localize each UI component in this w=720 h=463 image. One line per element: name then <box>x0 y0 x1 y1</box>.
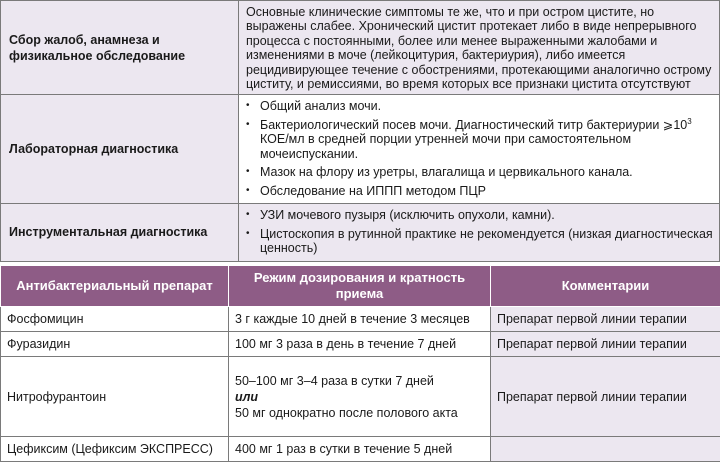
antibiotic-table <box>0 265 720 462</box>
row-label: Лабораторная диагностика <box>1 95 239 204</box>
list-item <box>246 118 718 162</box>
drug-cell: Нитрофурантоин <box>1 357 229 437</box>
drug-cell: Фосфомицин <box>1 307 229 332</box>
culture-text-before: Бактериологический посев мочи. Диагностический титр бактериурии ⩾10 <box>260 117 688 132</box>
table-row <box>1 357 720 437</box>
row-list-cell <box>239 95 720 204</box>
list-item: • Цистоскопия в рутинной практике не рекомендуется (низкая диагностическая ценность) <box>246 227 718 256</box>
column-header: Режим дозирования и кратность приема <box>229 266 491 307</box>
list-item: • УЗИ мочевого пузыря (исключить опухоли, камни). <box>246 208 718 223</box>
table-row <box>1 437 720 462</box>
table-row <box>1 332 720 357</box>
list-item: • Общий анализ мочи. <box>246 99 718 114</box>
list-item: • Обследование на ИППП методом ПЦР <box>246 184 718 199</box>
table-row <box>1 95 720 204</box>
drug-cell: Фуразидин <box>1 332 229 357</box>
dose-cell: 400 мг 1 раз в сутки в течение 5 дней <box>229 437 491 462</box>
row-list-cell <box>239 204 720 262</box>
dose-cell: 3 г каждые 10 дней в течение 3 месяцев <box>229 307 491 332</box>
column-header: Антибактериальный препарат <box>1 266 229 307</box>
comment-cell: Препарат первой линии терапии <box>491 357 720 437</box>
comment-cell <box>491 437 720 462</box>
dose-cell: 100 мг 3 раза в день в течение 7 дней <box>229 332 491 357</box>
table-header-row <box>1 266 720 307</box>
row-label: Сбор жалоб, анамнеза и физикальное обследование <box>1 1 239 95</box>
drug-cell: Цефиксим (Цефиксим ЭКСПРЕСС) <box>1 437 229 462</box>
row-label: Инструментальная диагностика <box>1 204 239 262</box>
row-text: Основные клинические симптомы те же, что и при остром цистите, но выражены слабее. Хронический цистит протекает либо в виде непрерывного процесса с постоянными, более или менее выраженными жалобами и изменениями в моче (лейкоцитурия, бактериурия), либо имеется рецидивирующее течение с обострениями, протекающими аналогично острому циститу, и ремиссиями, во время которых все признаки цистита отсутствуют <box>239 1 720 95</box>
culture-text-after: КОЕ/мл в средней порции утренней мочи при самостоятельном мочеиспускании. <box>260 132 632 161</box>
table-row <box>1 307 720 332</box>
comment-cell: Препарат первой линии терапии <box>491 307 720 332</box>
list-item: • Мазок на флору из уретры, влагалища и цервикального канала. <box>246 165 718 180</box>
bullet-list <box>240 208 718 256</box>
bullet-list <box>240 99 718 198</box>
dose-line: 50 мг однократно после полового акта <box>235 405 458 420</box>
column-header: Комментарии <box>491 266 720 307</box>
table-row <box>1 204 720 262</box>
table-row <box>1 1 720 95</box>
dose-cell <box>229 357 491 437</box>
dose-or: или <box>235 389 259 404</box>
dose-line: 50–100 мг 3–4 раза в сутки 7 дней <box>235 373 434 388</box>
comment-cell: Препарат первой линии терапии <box>491 332 720 357</box>
culture-exponent: 3 <box>687 116 692 126</box>
